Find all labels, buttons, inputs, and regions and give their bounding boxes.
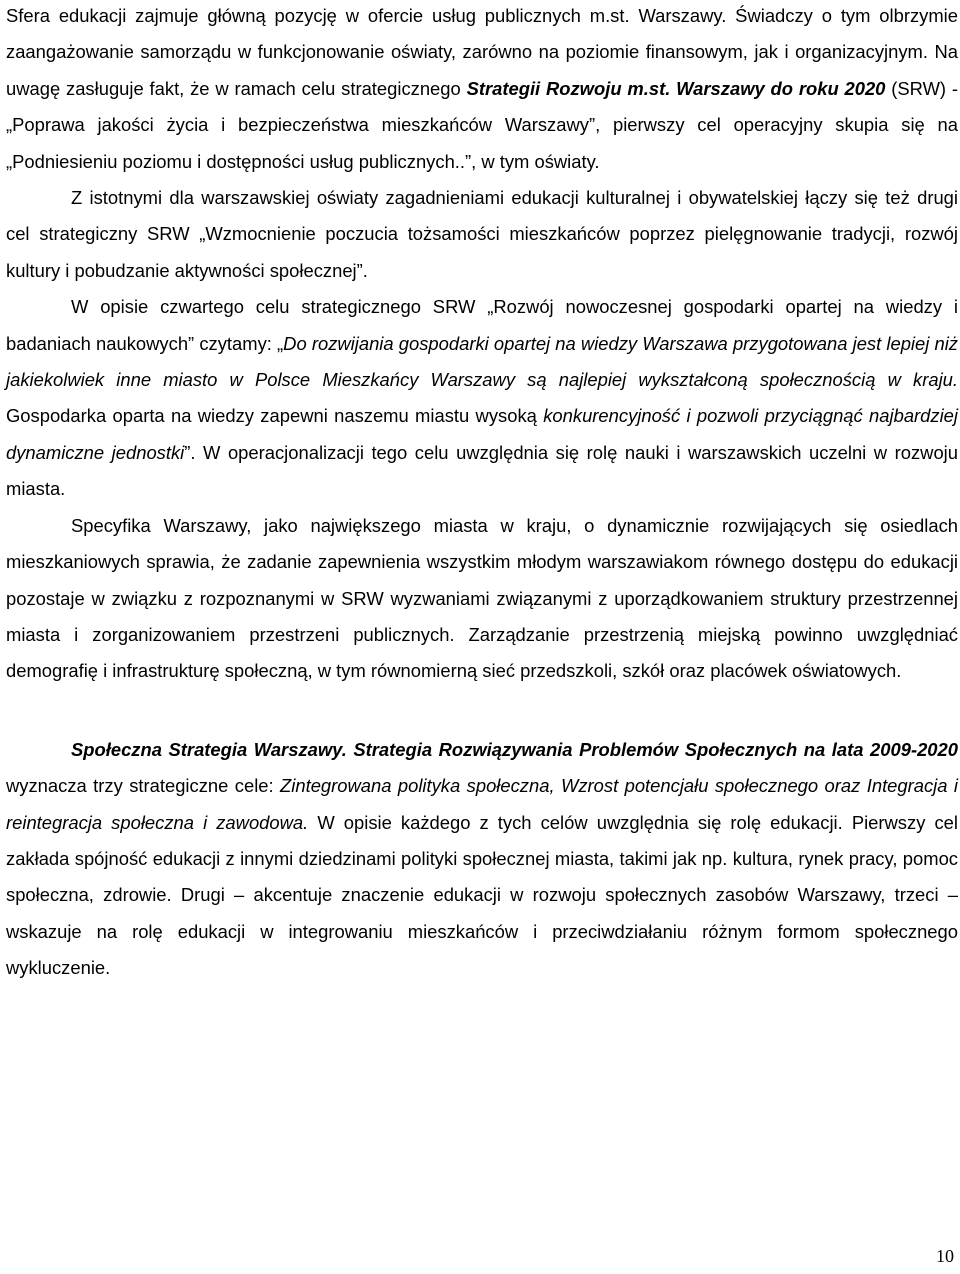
text-run: Sfera edukacji zajmuje główną pozycję w ofercie usług publicznych m.st. Warszawy. Świadczy o tym olbrzymie zaangażowanie samorządu w funkcjonowanie oświaty, zarówno na poziomie finansowym, jak i organizacyjnym. Na uwagę zasługuje fakt, że w ramach celu strategicznego [6, 5, 958, 99]
paragraph-5 [6, 732, 958, 987]
text-run: ”. W operacjonalizacji tego celu uwzględnia się rolę nauki i warszawskich uczelni w rozwoju miasta. [6, 441, 958, 500]
section-gap [6, 690, 958, 732]
page-number: 10 [936, 1246, 954, 1266]
text-run: wyznacza trzy strategiczne cele: [6, 775, 281, 797]
text-run: (SRW) - „Poprawa jakości życia i bezpieczeństwa mieszkańców Warszawy”, pierwszy cel operacyjny skupia się na „Podniesieniu poziomu i dostępności usług publicznych..”, w tym oświaty. [6, 77, 958, 172]
paragraph-1 [6, 0, 958, 180]
paragraph-3 [6, 289, 958, 507]
paragraph-4 [6, 508, 958, 690]
text-run: Z istotnymi dla warszawskiej oświaty zagadnieniami edukacji kulturalnej i obywatelskiej łączy się też drugi cel strategiczny SRW „Wzmocnienie poczucia tożsamości mieszkańców poprzez pielęgnowanie tradycji, rozwój kultury i pobudzanie aktywności społecznej”. [6, 187, 958, 281]
text-run: Specyfika Warszawy, jako największego miasta w kraju, o dynamicznie rozwijających się osiedlach mieszkaniowych sprawia, że zadanie zapewnienia wszystkim młodym warszawiakom równego dostępu do edukacji pozostaje w związku z rozpoznanymi w SRW wyzwaniami związanymi z uporządkowaniem struktury przestrzennej miasta i zorganizowaniem przestrzeni publicznych. Zarządzanie przestrzenią miejską powinno uwzględniać demografię i infrastrukturę społeczną, w tym równomierną sieć przedszkoli, szkół oraz placówek oświatowych. [6, 514, 958, 682]
italic-quote: Do rozwijania gospodarki opartej na wiedzy Warszawa przygotowana jest lepiej niż jakiekolwiek inne miasto w Polsce Mieszkańcy Warszawy są najlepiej wykształconą społecznością w kraju. [6, 332, 958, 391]
italic-quote: Zintegrowana polityka społeczna, Wzrost potencjału społecznego oraz Integracja i reintegracja społeczna i zawodowa. [6, 775, 958, 833]
text-run: W opisie każdego z tych celów uwzględnia się rolę edukacji. Pierwszy cel zakłada spójność edukacji z innymi dziedzinami polityki społecznej miasta, takimi jak np. kultura, rynek pracy, pomoc społeczna, zdrowie. Drugi – akcentuje znaczenie edukacji w rozwoju społecznych zasobów Warszawy, trzeci – wskazuje na rolę edukacji w integrowaniu mieszkańców i przeciwdziałaniu różnym formom społecznego wykluczenie. [6, 811, 958, 979]
bold-italic-title: Społeczna Strategia Warszawy. Strategia Rozwiązywania Problemów Społecznych na lata 2009-2020 [71, 738, 958, 760]
bold-italic-title: Strategii Rozwoju m.st. Warszawy do roku 2020 [466, 77, 886, 99]
text-run: Gospodarka oparta na wiedzy zapewni naszemu miastu wysoką [6, 405, 544, 427]
text-run: W opisie czwartego celu strategicznego SRW „Rozwój nowoczesnej gospodarki opartej na wiedzy i badaniach naukowych” czytamy: „ [6, 296, 958, 354]
document-body [6, 0, 958, 987]
italic-quote: konkurencyjność i pozwoli przyciągnąć najbardziej dynamiczne jednostki [6, 405, 958, 463]
paragraph-2 [6, 180, 958, 289]
